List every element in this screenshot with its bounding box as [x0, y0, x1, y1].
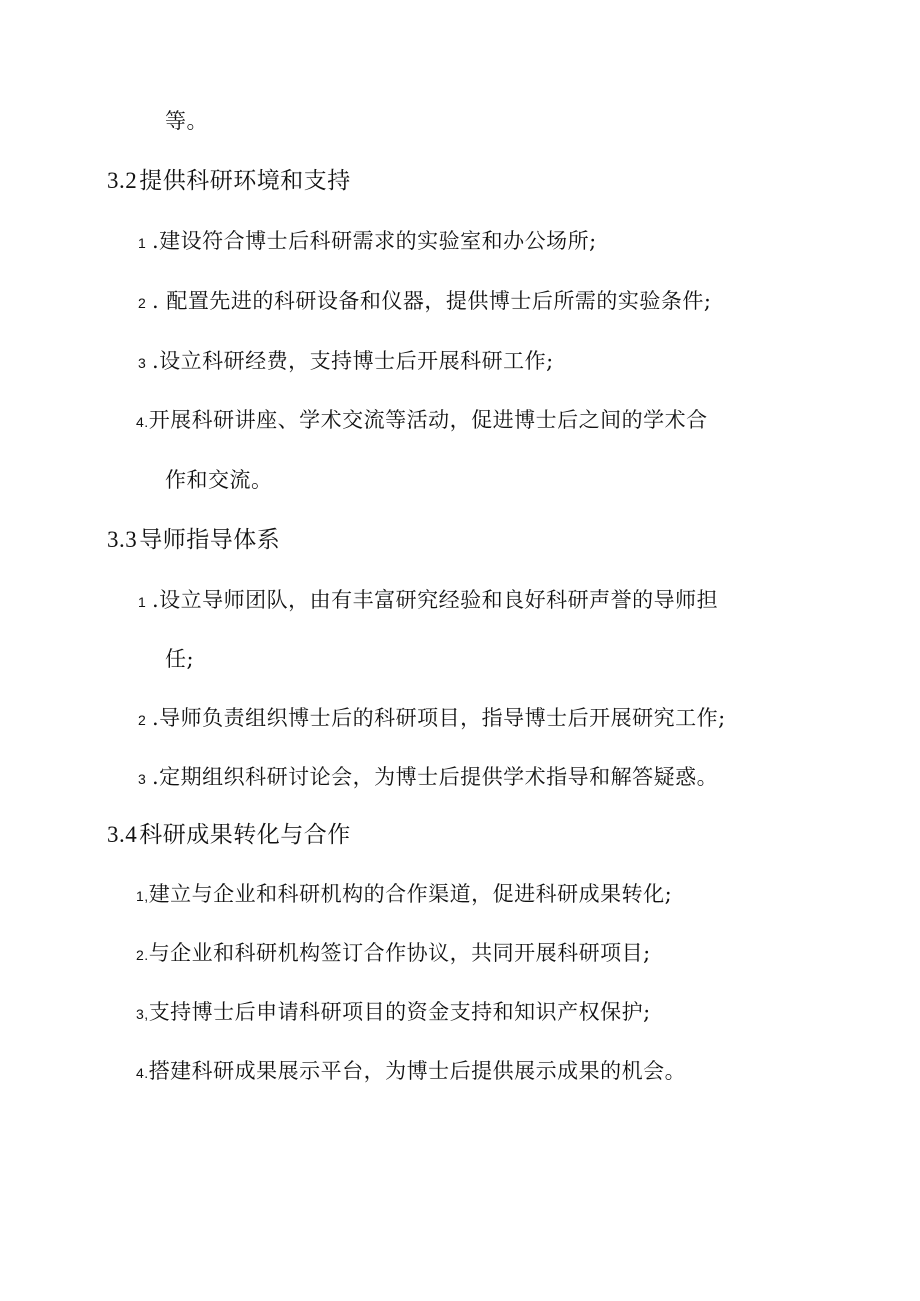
item-number: 2. [136, 947, 149, 963]
item-number: 1 [138, 594, 147, 610]
item-text: .定期组织科研讨论会，为博士后提供学术指导和解答疑惑。 [152, 765, 719, 789]
item-text: 开展科研讲座、学术交流等活动，促进博士后之间的学术合 [148, 408, 708, 432]
section-title: 导师指导体系 [139, 527, 281, 553]
list-item [138, 587, 718, 615]
item-text: 任; [165, 647, 195, 671]
item-text: . 配置先进的科研设备和仪器，提供博士后所需的实验条件; [152, 289, 712, 313]
item-number: 4. [136, 414, 149, 430]
section-number: 3.4 [107, 822, 138, 847]
section-heading-3-2 [107, 168, 351, 194]
list-item [138, 764, 718, 792]
item-number: 3 [138, 771, 147, 787]
list-item [136, 881, 672, 909]
item-text: 作和交流。 [165, 468, 273, 492]
item-text: .设立导师团队，由有丰富研究经验和良好科研声誉的导师担 [152, 588, 719, 612]
list-item [136, 407, 708, 435]
item-text: 与企业和科研机构签订合作协议，共同开展科研项目; [148, 941, 651, 965]
item-text: .建设符合博士后科研需求的实验室和办公场所; [152, 229, 597, 253]
list-item [136, 940, 651, 968]
item-number: 2 [138, 295, 147, 311]
item-number: 3, [136, 1006, 149, 1022]
section-title: 科研成果转化与合作 [139, 822, 351, 848]
item-text: 搭建科研成果展示平台，为博士后提供展示成果的机会。 [148, 1059, 687, 1083]
list-item [138, 228, 597, 256]
section-number: 3.2 [107, 168, 138, 193]
section-heading-3-3 [107, 527, 280, 553]
list-item [138, 348, 554, 376]
section-title: 提供科研环境和支持 [139, 168, 351, 194]
continuation-text-content: 等。 [165, 109, 208, 133]
list-item [136, 1058, 686, 1086]
item-number: 2 [138, 712, 147, 728]
section-heading-3-4 [107, 822, 351, 848]
list-item [136, 999, 651, 1027]
list-item-continuation [165, 646, 194, 672]
item-number: 1, [136, 888, 149, 904]
list-item [138, 288, 711, 316]
list-item-continuation [165, 467, 273, 493]
list-item [138, 705, 726, 733]
item-text: .导师负责组织博士后的科研项目，指导博士后开展研究工作; [152, 706, 726, 730]
item-number: 4. [136, 1065, 149, 1081]
item-number: 1 [138, 235, 147, 251]
continuation-text [165, 108, 208, 134]
item-text: 建立与企业和科研机构的合作渠道，促进科研成果转化; [148, 882, 673, 906]
section-number: 3.3 [107, 527, 138, 552]
item-text: .设立科研经费，支持博士后开展科研工作; [152, 349, 554, 373]
item-number: 3 [138, 355, 147, 371]
item-text: 支持博士后申请科研项目的资金支持和知识产权保护; [148, 1000, 651, 1024]
